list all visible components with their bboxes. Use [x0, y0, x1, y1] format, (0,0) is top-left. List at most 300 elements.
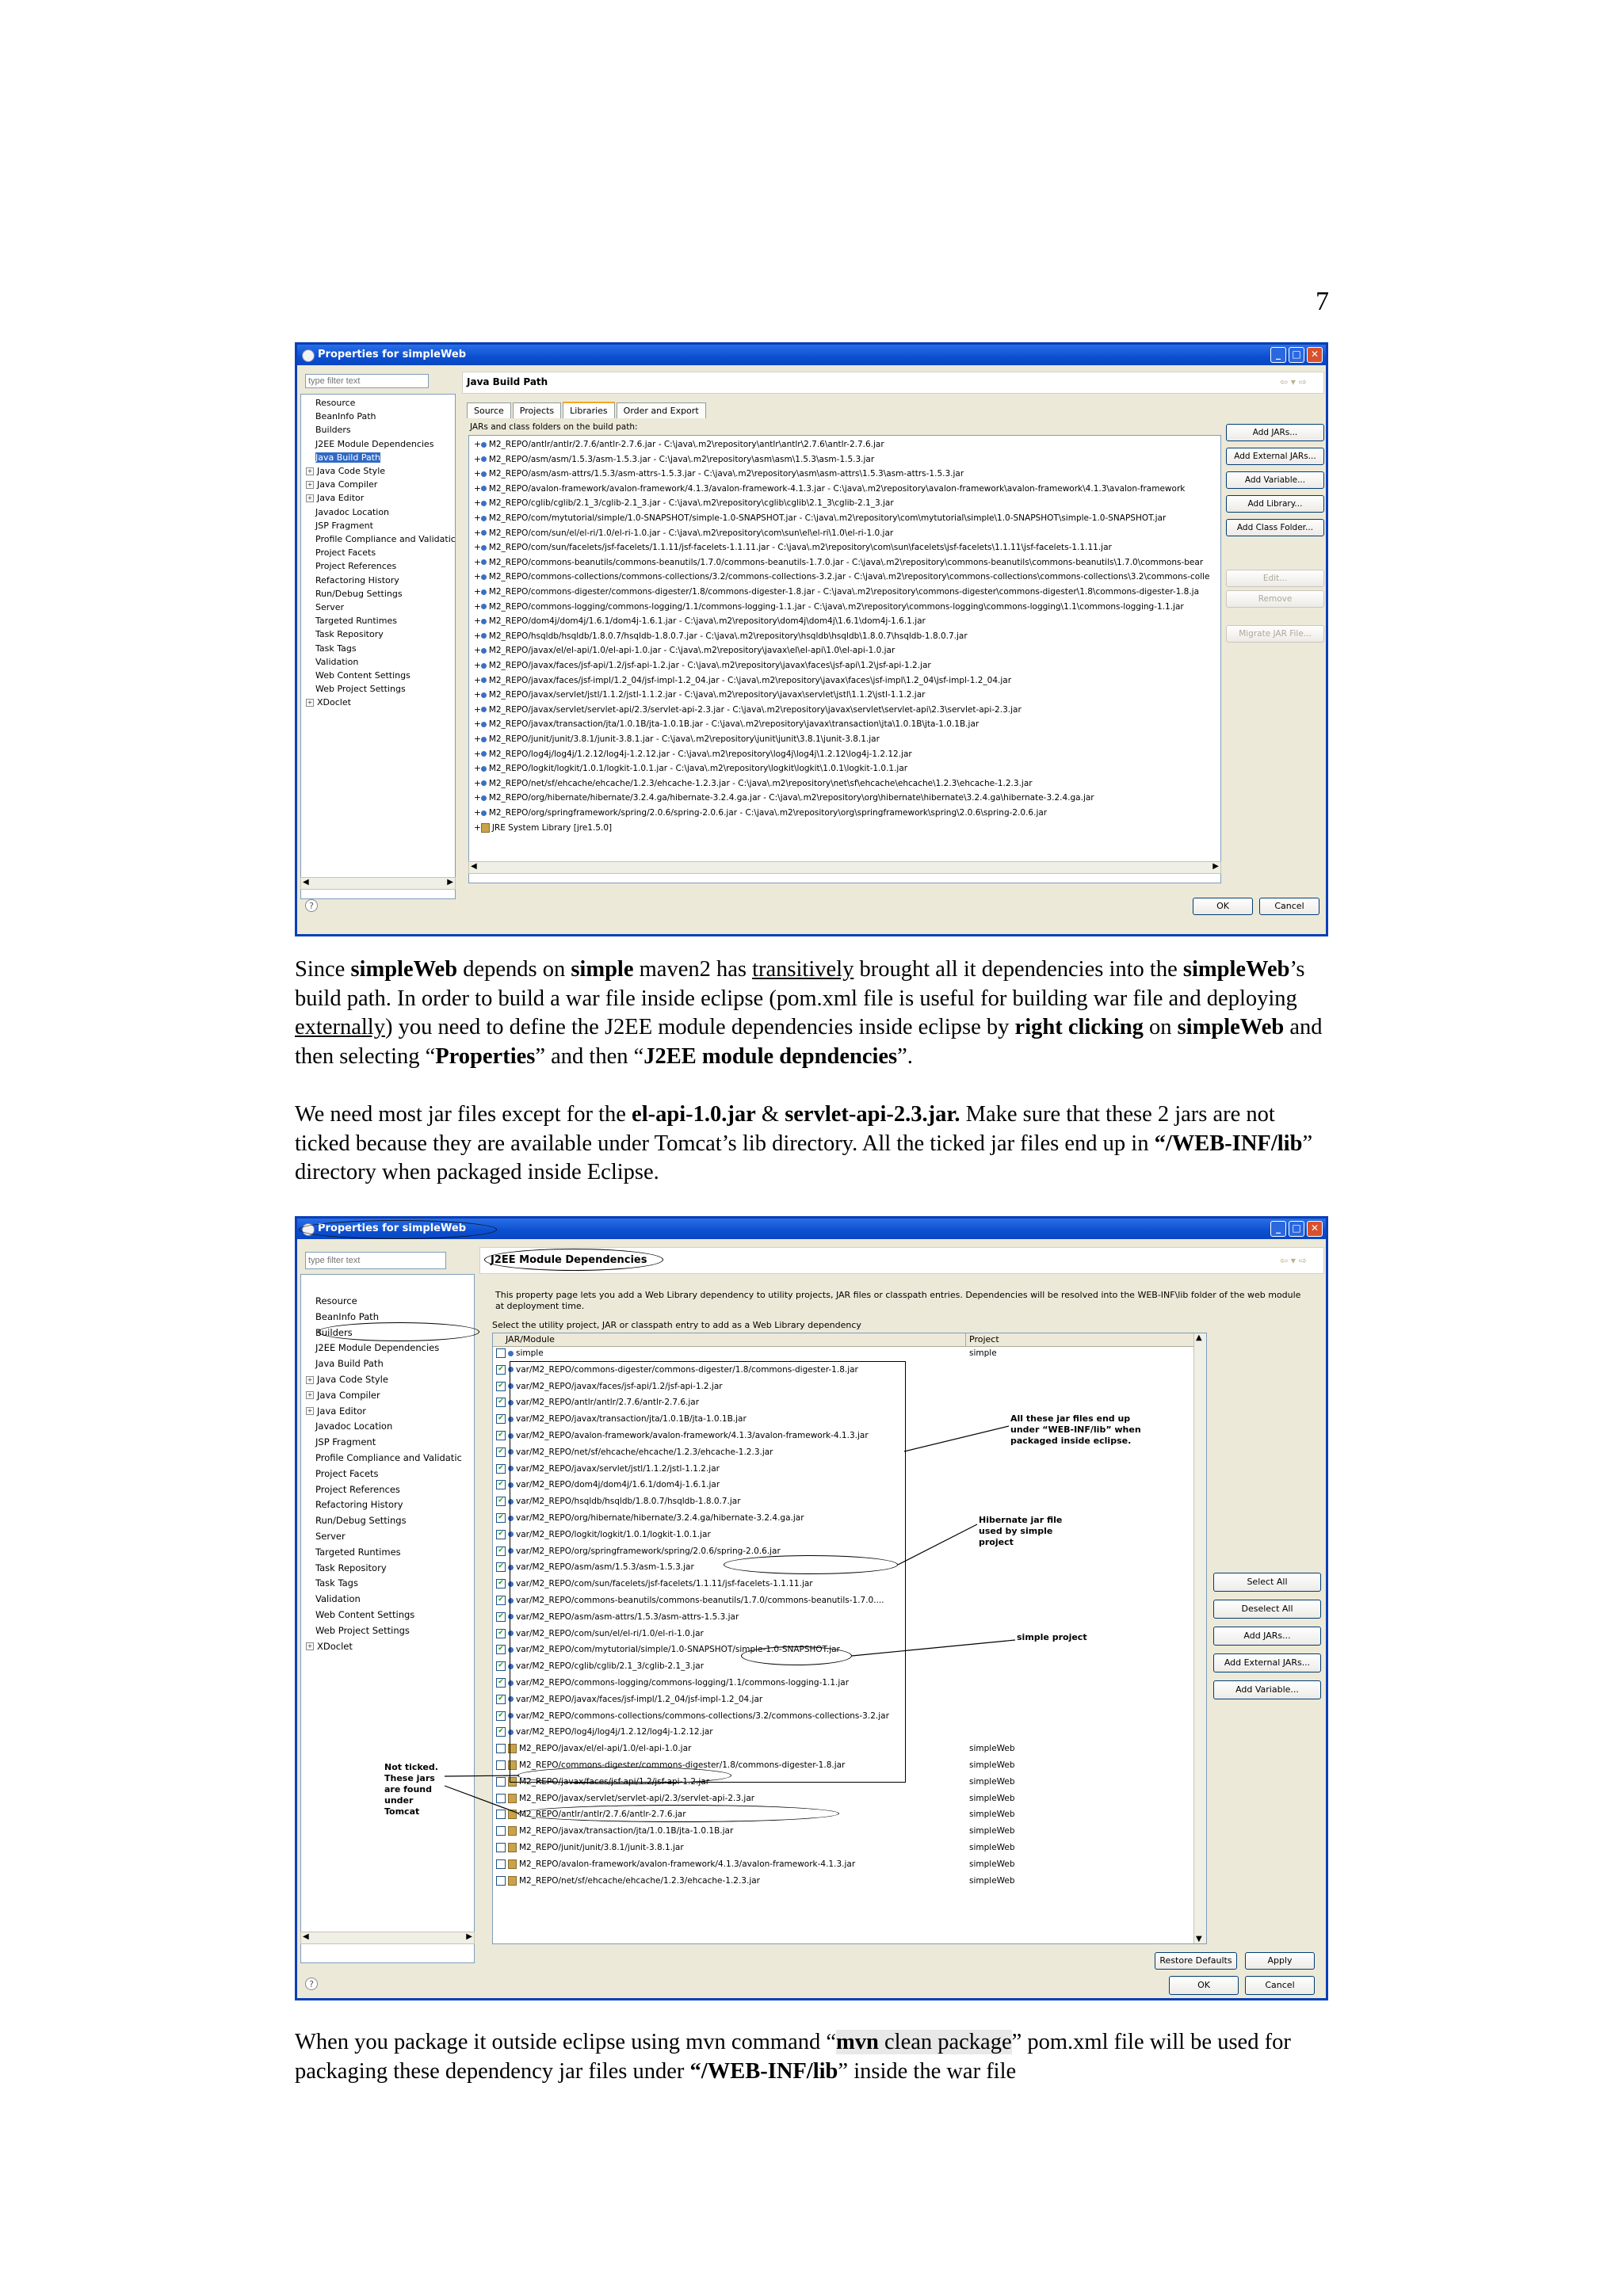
expand-icon[interactable]: + [474, 704, 481, 715]
text-underline: externally [295, 1015, 385, 1039]
library-entry[interactable] [474, 808, 1047, 818]
library-entry[interactable] [474, 661, 931, 670]
library-entry-label: M2_REPO/javax/transaction/jta/1.0.1B/jta-1.0.1B.jar - C:\java\.m2\repository\javax\transaction\jta\1.0.1B\jta-1.0.1B.jar [488, 719, 980, 730]
expand-icon[interactable]: + [474, 749, 481, 759]
row-jar-name: M2_REPO/net/sf/ehcache/ehcache/1.2.3/ehcache-1.2.3.jar [519, 1875, 760, 1886]
expand-icon[interactable]: + [474, 601, 481, 612]
expand-icon[interactable]: + [474, 646, 481, 656]
tree-item[interactable] [306, 1390, 380, 1401]
library-entry[interactable] [474, 513, 1166, 523]
expand-icon[interactable]: + [474, 661, 481, 670]
restore-defaults-button[interactable]: Restore Defaults [1155, 1952, 1237, 1970]
jar-icon [481, 456, 487, 462]
build-path-button[interactable]: Add Variable... [1226, 471, 1324, 489]
row-jar-name: var/M2_REPO/antlr/antlr/2.7.6/antlr-2.7.6.jar [516, 1398, 700, 1408]
scroll-right-icon[interactable]: ▶ [466, 1932, 472, 1941]
build-path-button[interactable]: Add External JARs... [1226, 448, 1324, 465]
text-bold: el-api-1.0.jar [632, 1102, 756, 1127]
cancel-button[interactable]: Cancel [1259, 898, 1319, 915]
tree-item[interactable] [315, 1515, 407, 1526]
tree-item-label: Validation [315, 656, 359, 667]
back-arrow-icon[interactable]: ⇦ ▾ ⇨ [1280, 376, 1307, 387]
library-entry[interactable] [474, 572, 1210, 582]
filter-input[interactable] [305, 374, 429, 388]
row-checkbox[interactable]: ✔ [496, 1562, 506, 1572]
table-row[interactable] [496, 1843, 1193, 1852]
library-entry[interactable] [474, 646, 895, 655]
column-header-project[interactable]: Project [966, 1333, 1199, 1347]
preference-tree [300, 394, 456, 899]
tree-item[interactable] [315, 1358, 384, 1369]
cancel-button[interactable]: Cancel [1245, 1976, 1315, 1995]
row-jar-name: M2_REPO/javax/faces/jsf-api/1.2/jsf-api-1.2.jar [519, 1776, 710, 1787]
library-entry[interactable] [474, 455, 874, 464]
tree-item[interactable] [315, 1484, 400, 1495]
tree-item[interactable] [315, 1577, 358, 1589]
table-row[interactable] [496, 1826, 1193, 1836]
tree-item[interactable] [315, 1609, 414, 1620]
row-project: simpleWeb [969, 1810, 1015, 1820]
tree-item[interactable] [315, 1625, 410, 1636]
table-vscrollbar[interactable] [1193, 1333, 1206, 1944]
dialog-titlebar[interactable] [297, 345, 1326, 365]
text: & [755, 1102, 785, 1127]
page-header: J2EE Module Dependencies [491, 1254, 647, 1266]
row-project: simpleWeb [969, 1744, 1015, 1754]
expand-icon[interactable]: + [474, 454, 481, 464]
page-header: Java Build Path [467, 376, 548, 387]
library-entry[interactable] [474, 484, 1185, 494]
filter-input[interactable] [305, 1252, 446, 1269]
text-bold: J2EE module depndencies [643, 1043, 898, 1069]
library-entry[interactable] [474, 440, 884, 449]
expand-icon[interactable]: + [307, 1642, 313, 1650]
row-project: simpleWeb [969, 1843, 1015, 1852]
tree-item[interactable] [315, 643, 357, 654]
row-checkbox[interactable]: ✔ [496, 1629, 506, 1638]
text: ” inside the war file [838, 2058, 1017, 2084]
jar-icon [481, 559, 487, 565]
build-path-button[interactable]: Add Library... [1226, 495, 1324, 513]
paragraph-build-path [295, 955, 1325, 1071]
jar-icon [481, 516, 487, 521]
scroll-left-icon[interactable]: ◀ [303, 878, 309, 887]
library-entry-label: M2_REPO/commons-logging/commons-logging/1.1/commons-logging-1.1.jar - C:\java\.m2\repository\commons-logging\commons-logging\1.1\commons-logging-1.1.jar [488, 601, 1184, 612]
text-bold: “/WEB-INF/lib [1154, 1131, 1303, 1156]
library-entry-label: M2_REPO/hsqldb/hsqldb/1.8.0.7/hsqldb-1.8.0.7.jar - C:\java\.m2\repository\hsqldb\hsqldb\1.8.0.7\hsqldb-1.8.0.7.jar [488, 631, 968, 641]
scroll-down-icon[interactable]: ▼ [1196, 1935, 1202, 1943]
tree-item[interactable] [315, 521, 373, 531]
tree-item[interactable] [306, 697, 351, 707]
annotation-hibernate: Hibernate jar file used by simple project [979, 1515, 1063, 1547]
row-checkbox[interactable] [496, 1859, 506, 1869]
tree-item[interactable] [306, 466, 385, 476]
row-jar-name: var/M2_REPO/javax/faces/jsf-impl/1.2_04/jsf-impl-1.2_04.jar [516, 1694, 763, 1704]
text: ”. [897, 1043, 913, 1069]
tab-order-export[interactable]: Order and Export [617, 402, 706, 418]
text-bold: right clicking [1014, 1015, 1144, 1039]
tree-item-label: Java Compiler [317, 479, 378, 490]
column-header-jar[interactable]: JAR/Module [493, 1333, 966, 1347]
apply-button[interactable]: Apply [1245, 1952, 1315, 1970]
row-jar-name: var/M2_REPO/org/springframework/spring/2.0.6/spring-2.0.6.jar [516, 1546, 781, 1556]
row-checkbox[interactable]: ✔ [496, 1447, 506, 1457]
jar-icon [481, 722, 487, 727]
library-entry-label: M2_REPO/junit/junit/3.8.1/junit-3.8.1.jar - C:\java\.m2\repository\junit\junit\3.8.1\junit-3.8.1.jar [488, 734, 880, 744]
expand-icon[interactable]: + [474, 822, 481, 833]
row-jar-name: var/M2_REPO/commons-logging/commons-logging/1.1/commons-logging-1.1.jar [516, 1678, 850, 1688]
library-entry-label: M2_REPO/commons-digester/commons-digester/1.8/commons-digester-1.8.jar - C:\java\.m2\repository\commons-digester\commons-digester\1.8\commons-digester-1.8.ja [488, 587, 1200, 597]
tree-item[interactable] [315, 1547, 401, 1558]
tree-item[interactable] [315, 1342, 439, 1353]
tree-item-label: JSP Fragment [315, 520, 373, 531]
expand-icon[interactable]: + [474, 631, 481, 641]
tree-item[interactable] [306, 479, 377, 490]
tree-item[interactable] [306, 1405, 366, 1417]
row-checkbox[interactable]: ✔ [496, 1678, 506, 1688]
expand-icon[interactable]: + [474, 690, 481, 700]
row-jar-name: var/M2_REPO/javax/servlet/jstl/1.1.2/jstl-1.1.2.jar [516, 1463, 720, 1474]
module-deps-button[interactable]: Select All [1213, 1573, 1321, 1592]
tree-item-label: Task Repository [315, 629, 384, 640]
close-icon[interactable]: ✕ [1307, 347, 1323, 363]
maximize-icon[interactable]: □ [1289, 347, 1304, 363]
tree-item[interactable] [315, 439, 433, 449]
row-checkbox[interactable]: ✔ [496, 1398, 506, 1407]
build-path-tabs [467, 402, 708, 418]
expand-icon[interactable]: + [307, 481, 313, 489]
library-entry-label: M2_REPO/com/mytutorial/simple/1.0-SNAPSHOT/simple-1.0-SNAPSHOT.jar - C:\java\.m2\repository\com\mytutorial\simple\1.0-SNAPSHOT\simple-1.0-SNAPSHOT.jar [488, 513, 1167, 523]
expand-icon[interactable]: + [474, 764, 481, 774]
library-entry-label: M2_REPO/javax/el/el-api/1.0/el-api-1.0.jar - C:\java\.m2\repository\javax\el\el-api\1.0\el-api-1.0.jar [488, 646, 896, 656]
maximize-icon[interactable]: □ [1289, 1221, 1304, 1237]
library-entry[interactable] [474, 631, 968, 641]
text-bold: servlet-api-2.3.jar. [785, 1102, 960, 1127]
tree-item-label: Web Project Settings [315, 684, 406, 695]
library-entry[interactable] [474, 587, 1199, 597]
minimize-icon[interactable]: _ [1270, 1221, 1286, 1237]
annotation-not-ticked: Not ticked. These jars are found under Tomcat [384, 1762, 438, 1817]
tree-scrollbar[interactable] [300, 1932, 475, 1944]
page-number: 7 [1316, 287, 1329, 316]
list-caption: JARs and class folders on the build path: [470, 422, 638, 432]
ok-button[interactable]: OK [1169, 1976, 1239, 1995]
tree-item[interactable] [306, 493, 364, 503]
library-entry[interactable] [474, 543, 1112, 552]
row-checkbox[interactable]: ✔ [496, 1727, 506, 1737]
library-entry[interactable] [474, 779, 1033, 788]
row-jar-name: var/M2_REPO/dom4j/dom4j/1.6.1/dom4j-1.6.1.jar [516, 1480, 720, 1490]
jar-icon [481, 751, 487, 757]
table-row[interactable] [496, 1348, 1193, 1358]
tree-item[interactable] [306, 1641, 353, 1652]
text: maven2 has [633, 957, 753, 982]
library-entry-label: M2_REPO/cglib/cglib/2.1_3/cglib-2.1_3.jar - C:\java\.m2\repository\cglib\cglib\2.1_3\cglib-2.1_3.jar [488, 498, 894, 509]
scroll-right-icon[interactable]: ▶ [1212, 862, 1219, 871]
library-entry-label: M2_REPO/net/sf/ehcache/ehcache/1.2.3/ehcache-1.2.3.jar - C:\java\.m2\repository\net\sf\ehcache\ehcache\1.2.3\ehcache-1.2.3.jar [488, 778, 1033, 788]
build-path-button[interactable]: Add JARs... [1226, 424, 1324, 441]
library-entry[interactable] [474, 719, 979, 729]
row-checkbox[interactable]: ✔ [496, 1480, 506, 1489]
expand-icon[interactable]: + [474, 483, 481, 494]
expand-icon[interactable]: + [474, 793, 481, 803]
jar-icon [481, 471, 487, 477]
text-bold: Properties [435, 1043, 536, 1069]
library-hscrollbar[interactable] [468, 861, 1221, 874]
ok-button[interactable]: OK [1193, 898, 1253, 915]
library-entry-label: M2_REPO/com/sun/el/el-ri/1.0/el-ri-1.0.jar - C:\java\.m2\repository\com\sun\el\el-ri\1.0\el-ri-1.0.jar [488, 528, 894, 538]
library-entry-label: M2_REPO/log4j/log4j/1.2.12/log4j-1.2.12.jar - C:\java\.m2\repository\log4j\log4j\1.2.12\log4j-1.2.12.jar [488, 749, 912, 759]
tree-item[interactable] [315, 507, 389, 517]
close-icon[interactable]: ✕ [1307, 1221, 1323, 1237]
tree-item[interactable] [315, 1452, 462, 1463]
tree-item-label: Refactoring History [315, 574, 399, 585]
expand-icon[interactable]: + [474, 557, 481, 567]
module-deps-button[interactable]: Deselect All [1213, 1600, 1321, 1619]
row-checkbox[interactable] [496, 1744, 506, 1753]
row-checkbox[interactable]: ✔ [496, 1382, 506, 1391]
row-checkbox[interactable]: ✔ [496, 1661, 506, 1671]
row-checkbox[interactable]: ✔ [496, 1547, 506, 1556]
module-deps-button[interactable]: Add JARs... [1213, 1627, 1321, 1646]
row-jar-name: var/M2_REPO/com/sun/facelets/jsf-facelets/1.1.11/jsf-facelets-1.1.11.jar [516, 1579, 813, 1589]
expand-icon[interactable]: + [474, 543, 481, 553]
row-jar-name: M2_REPO/javax/el/el-api/1.0/el-api-1.0.jar [519, 1744, 692, 1754]
library-entry[interactable] [474, 749, 912, 759]
tab-source[interactable]: Source [467, 402, 511, 418]
row-checkbox[interactable]: ✔ [496, 1711, 506, 1721]
library-entry-label: M2_REPO/javax/faces/jsf-impl/1.2_04/jsf-impl-1.2_04.jar - C:\java\.m2\repository\javax\faces\jsf-impl\1.2_04\jsf-impl-1.2_04.jar [488, 675, 1012, 685]
tree-item[interactable] [315, 547, 376, 558]
row-checkbox[interactable]: ✔ [496, 1431, 506, 1440]
text: ) you need to define the J2EE module dependencies inside eclipse by [384, 1015, 1015, 1039]
row-checkbox[interactable] [496, 1826, 506, 1836]
expand-icon[interactable]: + [307, 494, 313, 502]
expand-icon[interactable]: + [307, 467, 313, 475]
tree-item-label: Javadoc Location [315, 1421, 393, 1432]
row-checkbox[interactable]: ✔ [496, 1645, 506, 1654]
row-checkbox[interactable]: ✔ [496, 1497, 506, 1506]
tree-item-label: Java Editor [317, 1405, 366, 1417]
tree-item[interactable] [315, 452, 380, 463]
scroll-left-icon[interactable]: ◀ [471, 862, 477, 871]
tree-item[interactable] [315, 670, 411, 681]
tree-item-label: Project References [315, 561, 397, 572]
scroll-left-icon[interactable]: ◀ [303, 1932, 309, 1941]
help-icon[interactable]: ? [305, 899, 318, 912]
expand-icon[interactable]: + [307, 1375, 313, 1383]
tree-item[interactable] [315, 1436, 376, 1447]
row-checkbox[interactable] [496, 1794, 506, 1803]
tree-item[interactable] [315, 616, 397, 626]
tree-item[interactable] [315, 1468, 379, 1479]
row-checkbox[interactable] [496, 1843, 506, 1852]
tree-item[interactable] [315, 1562, 387, 1573]
expand-icon[interactable]: + [474, 675, 481, 685]
tree-item[interactable] [315, 575, 399, 585]
row-checkbox[interactable] [496, 1810, 506, 1819]
tree-item[interactable] [315, 1421, 392, 1432]
tree-item[interactable] [315, 1593, 361, 1604]
module-deps-button[interactable]: Add Variable... [1213, 1680, 1321, 1699]
row-checkbox[interactable]: ✔ [496, 1365, 506, 1375]
back-arrow-icon[interactable]: ⇦ ▾ ⇨ [1280, 1255, 1307, 1266]
paragraph-exclusions [295, 1100, 1325, 1188]
tree-item-label: Project Facets [315, 547, 376, 559]
row-project: simpleWeb [969, 1776, 1015, 1787]
row-jar-name: var/M2_REPO/avalon-framework/avalon-framework/4.1.3/avalon-framework-4.1.3.jar [516, 1431, 869, 1440]
tree-item-label: Web Project Settings [315, 1624, 410, 1636]
scroll-right-icon[interactable]: ▶ [447, 878, 453, 887]
expand-icon[interactable]: + [307, 699, 313, 707]
jar-icon [508, 1843, 517, 1852]
row-checkbox[interactable]: ✔ [496, 1530, 506, 1539]
row-jar-name: M2_REPO/commons-digester/commons-digester/1.8/commons-digester-1.8.jar [519, 1760, 846, 1770]
row-jar-name: var/M2_REPO/org/hibernate/hibernate/3.2.4.ga/hibernate-3.2.4.ga.jar [516, 1513, 804, 1523]
eclipse-icon [302, 349, 315, 362]
text-bold: simple [571, 957, 634, 982]
tree-item[interactable] [315, 629, 384, 639]
row-jar-name: simple [516, 1348, 544, 1358]
text-bold: simpleWeb [1177, 1015, 1285, 1039]
row-checkbox[interactable]: ✔ [496, 1414, 506, 1424]
tree-item-label: Task Repository [315, 1562, 387, 1573]
text-bold: “/WEB-INF/lib [689, 2058, 838, 2084]
tree-item-label: Java Compiler [317, 1389, 380, 1401]
row-checkbox[interactable] [496, 1777, 506, 1787]
tree-item[interactable] [315, 657, 358, 667]
library-entry[interactable] [474, 498, 894, 508]
expand-icon[interactable]: + [307, 1407, 313, 1415]
expand-icon[interactable]: + [474, 513, 481, 523]
tree-item[interactable] [315, 1295, 357, 1306]
expand-icon[interactable]: + [474, 528, 481, 538]
row-checkbox[interactable] [496, 1876, 506, 1886]
library-entry[interactable] [474, 734, 880, 744]
expand-icon[interactable]: + [474, 719, 481, 730]
tree-item-label: Java Editor [317, 493, 365, 504]
dialog-title: Properties for simpleWeb [318, 349, 466, 360]
tab-libraries[interactable]: Libraries [563, 402, 615, 418]
build-path-button[interactable]: Add Class Folder... [1226, 519, 1324, 536]
annotation-simple: simple project [1017, 1632, 1087, 1642]
tree-scrollbar[interactable] [300, 877, 456, 890]
jar-icon [481, 442, 487, 448]
row-checkbox[interactable]: ✔ [496, 1695, 506, 1704]
table-row[interactable] [496, 1794, 1193, 1803]
tree-item[interactable] [315, 411, 376, 421]
row-checkbox[interactable] [496, 1348, 506, 1358]
tree-item-label: Java Build Path [315, 1358, 384, 1370]
variable-icon [508, 1351, 514, 1356]
row-checkbox[interactable]: ✔ [496, 1612, 506, 1622]
library-entry[interactable] [474, 705, 1022, 715]
tab-projects[interactable]: Projects [513, 402, 561, 418]
row-checkbox[interactable]: ✔ [496, 1579, 506, 1589]
tree-item[interactable] [315, 534, 456, 544]
j2ee-nav-ellipse [318, 1322, 479, 1341]
library-entry-label: M2_REPO/commons-collections/commons-collections/3.2/commons-collections-3.2.jar - C:\java\.m2\repository\commons-collections\commons-collections\3.2\commons-colle [488, 572, 1210, 582]
library-entry[interactable] [474, 793, 1094, 803]
tree-item[interactable] [315, 425, 351, 435]
tree-item[interactable] [315, 398, 355, 408]
text: ” pom.xml file will be used for packaging these dependency jar files under [295, 2030, 1291, 2084]
library-entry[interactable] [474, 558, 1203, 567]
library-entry[interactable] [474, 602, 1184, 612]
library-entry[interactable] [474, 676, 1011, 685]
tree-item[interactable] [315, 1311, 379, 1322]
tree-item[interactable] [315, 1531, 346, 1542]
dialog-title: Properties for simpleWeb [318, 1222, 466, 1234]
row-checkbox[interactable] [496, 1760, 506, 1770]
row-jar-name: var/M2_REPO/asm/asm/1.5.3/asm-1.5.3.jar [516, 1562, 694, 1573]
scroll-up-icon[interactable]: ▲ [1196, 1333, 1202, 1342]
jar-icon [481, 766, 487, 772]
expand-icon[interactable]: + [307, 1391, 313, 1399]
row-checkbox[interactable]: ✔ [496, 1596, 506, 1605]
library-entry[interactable] [474, 690, 925, 700]
jar-icon [481, 545, 487, 551]
expand-icon[interactable]: + [474, 616, 481, 627]
jar-icon [481, 737, 487, 742]
tree-item-label: JSP Fragment [315, 1436, 376, 1448]
table-row[interactable] [496, 1859, 1193, 1869]
library-entry[interactable] [474, 616, 926, 626]
expand-icon[interactable]: + [474, 498, 481, 509]
jar-icon [481, 677, 487, 683]
tree-item-label: Run/Debug Settings [315, 588, 403, 599]
expand-icon[interactable]: + [474, 734, 481, 744]
tree-item[interactable] [315, 589, 403, 599]
tree-item-label: Project References [315, 1483, 400, 1495]
minimize-icon[interactable]: _ [1270, 347, 1286, 363]
tree-item[interactable] [315, 602, 344, 612]
expand-icon[interactable]: + [474, 469, 481, 479]
jar-icon [508, 1859, 517, 1869]
library-entry-label: M2_REPO/javax/servlet/jstl/1.1.2/jstl-1.1.2.jar - C:\java\.m2\repository\javax\servlet\jstl\1.1.2\jstl-1.1.2.jar [488, 690, 926, 700]
tree-item[interactable] [315, 1499, 403, 1510]
jar-icon [508, 1876, 517, 1886]
expand-icon[interactable]: + [474, 778, 481, 788]
library-entry[interactable] [474, 469, 964, 479]
expand-icon[interactable]: + [474, 808, 481, 818]
expand-icon[interactable]: + [474, 587, 481, 597]
tree-item-label: Java Code Style [317, 466, 386, 476]
tree-item[interactable] [306, 1374, 388, 1385]
text: clean package [878, 2030, 1012, 2054]
module-deps-button[interactable]: Add External JARs... [1213, 1653, 1321, 1672]
build-path-button: Remove [1226, 590, 1324, 608]
library-entry[interactable] [474, 764, 907, 773]
row-checkbox[interactable]: ✔ [496, 1464, 506, 1474]
tree-item[interactable] [315, 684, 406, 694]
expand-icon[interactable]: + [474, 440, 481, 449]
tree-item-label: Task Tags [315, 1577, 358, 1589]
tree-item[interactable] [315, 561, 396, 571]
tree-item-label: XDoclet [317, 1640, 353, 1652]
text: brought all it dependencies into the [854, 957, 1183, 982]
help-icon[interactable]: ? [305, 1978, 318, 1990]
row-checkbox[interactable]: ✔ [496, 1513, 506, 1523]
row-jar-name: M2_REPO/javax/transaction/jta/1.0.1B/jta-1.0.1B.jar [519, 1826, 734, 1836]
jar-icon [481, 648, 487, 654]
library-entry[interactable] [474, 823, 612, 833]
header-ellipse [484, 1249, 663, 1271]
library-entry-label: M2_REPO/avalon-framework/avalon-framework/4.1.3/avalon-framework-4.1.3.jar - C:\java\.m2\repository\avalon-framework\avalon-framework\4.1.3\avalon-framework [488, 483, 1186, 494]
expand-icon[interactable]: + [474, 572, 481, 582]
library-entry[interactable] [474, 528, 893, 538]
table-row[interactable] [496, 1876, 1193, 1886]
